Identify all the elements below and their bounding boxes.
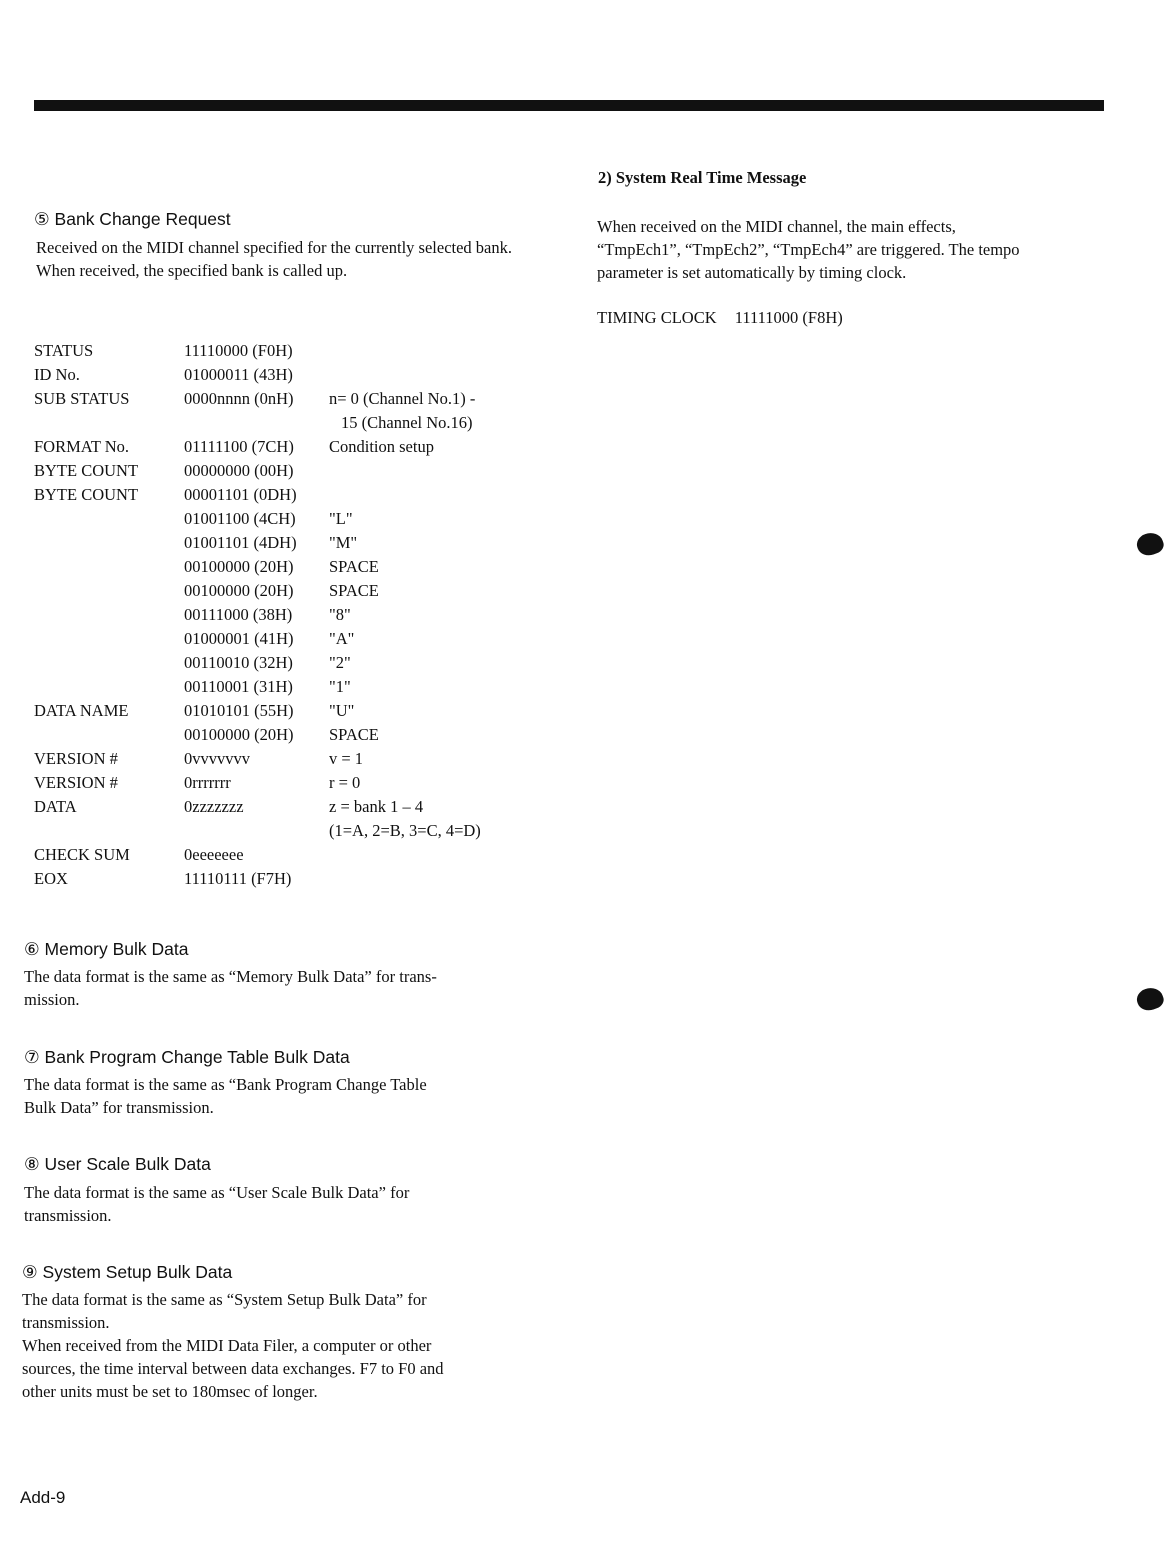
- real-time-description: When received on the MIDI channel, the main effects, “TmpEch1”, “TmpEch2”, “TmpEch4” are triggered. The tempo parameter is set automatically by timing clock.: [597, 217, 1020, 282]
- hole-punch-mark: [1134, 529, 1166, 559]
- table-byte-value: 0eeeeeee: [184, 845, 244, 864]
- table-description: SPACE: [329, 557, 379, 576]
- memory-bulk-description: The data format is the same as “Memory Bulk Data” for trans- mission.: [24, 967, 437, 1009]
- table-description: r = 0: [329, 773, 361, 792]
- user-scale-heading: ⑧ User Scale Bulk Data: [24, 1154, 211, 1174]
- table-description: "1": [329, 677, 351, 696]
- table-description: (1=A, 2=B, 3=C, 4=D): [329, 821, 481, 840]
- table-field-label: FORMAT No.: [34, 437, 130, 456]
- table-description: "L": [329, 509, 353, 528]
- system-setup-description: The data format is the same as “System Setup Bulk Data” for transmission. When received from the MIDI Data Filer, a computer or other sources, the time interval between data exchanges. F7 to F0 and other units must be set to 180msec of longer.: [22, 1290, 444, 1401]
- timing-clock-line: [597, 308, 843, 328]
- table-byte-value: 0zzzzzzz: [184, 797, 244, 816]
- table-description: SPACE: [329, 725, 379, 744]
- table-description: "M": [329, 533, 358, 552]
- table-byte-value: 00100000 (20H): [184, 581, 294, 600]
- system-setup-heading: ⑨ System Setup Bulk Data: [22, 1262, 233, 1282]
- timing-clock-label: TIMING CLOCK: [597, 308, 717, 327]
- table-byte-value: 01000011 (43H): [184, 365, 293, 384]
- table-byte-value: 00100000 (20H): [184, 557, 294, 576]
- bank-program-heading: ⑦ Bank Program Change Table Bulk Data: [24, 1047, 350, 1067]
- table-description: "A": [329, 629, 355, 648]
- table-description: 15 (Channel No.16): [341, 413, 473, 432]
- bank-change-table: [34, 341, 534, 901]
- table-byte-value: 01111100 (7CH): [184, 437, 294, 456]
- top-rule: [34, 100, 1104, 111]
- timing-clock-value: 11111000 (F8H): [734, 308, 843, 327]
- table-byte-value: 0vvvvvvv: [184, 749, 250, 768]
- table-byte-value: 11110111 (F7H): [184, 869, 292, 888]
- table-byte-value: 00110001 (31H): [184, 677, 293, 696]
- table-field-label: CHECK SUM: [34, 845, 130, 864]
- table-description: n= 0 (Channel No.1) -: [329, 389, 476, 408]
- table-field-label: SUB STATUS: [34, 389, 130, 408]
- table-description: v = 1: [329, 749, 364, 768]
- table-description: "U": [329, 701, 355, 720]
- memory-bulk-heading: ⑥ Memory Bulk Data: [24, 939, 189, 959]
- table-byte-value: 00000000 (00H): [184, 461, 294, 480]
- table-field-label: DATA NAME: [34, 701, 129, 720]
- table-byte-value: 01010101 (55H): [184, 701, 294, 720]
- bank-program-description: The data format is the same as “Bank Program Change Table Bulk Data” for transmission.: [24, 1075, 427, 1117]
- bank-change-heading: ⑤ Bank Change Request: [34, 209, 231, 229]
- table-byte-value: 00110010 (32H): [184, 653, 293, 672]
- table-byte-value: 00100000 (20H): [184, 725, 294, 744]
- table-byte-value: 11110000 (F0H): [184, 341, 293, 360]
- table-byte-value: 00001101 (0DH): [184, 485, 297, 504]
- table-byte-value: 01001101 (4DH): [184, 533, 297, 552]
- table-field-label: STATUS: [34, 341, 94, 360]
- table-field-label: EOX: [34, 869, 68, 888]
- hole-punch-mark: [1134, 984, 1166, 1014]
- table-byte-value: 01001100 (4CH): [184, 509, 296, 528]
- table-description: "8": [329, 605, 351, 624]
- table-description: Condition setup: [329, 437, 434, 456]
- table-field-label: BYTE COUNT: [34, 461, 139, 480]
- table-byte-value: 00111000 (38H): [184, 605, 293, 624]
- table-field-label: VERSION #: [34, 749, 118, 768]
- table-field-label: BYTE COUNT: [34, 485, 139, 504]
- table-description: "2": [329, 653, 351, 672]
- table-byte-value: 01000001 (41H): [184, 629, 294, 648]
- table-description: SPACE: [329, 581, 379, 600]
- table-field-label: ID No.: [34, 365, 80, 384]
- page-number: Add-9: [20, 1488, 66, 1507]
- system-real-time-title: 2) System Real Time Message: [598, 168, 807, 187]
- user-scale-description: The data format is the same as “User Scale Bulk Data” for transmission.: [24, 1183, 410, 1225]
- bank-change-description: Received on the MIDI channel specified for the currently selected bank. When received, the specified bank is called up.: [36, 238, 513, 280]
- table-field-label: VERSION #: [34, 773, 118, 792]
- table-field-label: DATA: [34, 797, 77, 816]
- table-byte-value: 0rrrrrrr: [184, 773, 231, 792]
- table-description: z = bank 1 – 4: [329, 797, 424, 816]
- table-byte-value: 0000nnnn (0nH): [184, 389, 294, 408]
